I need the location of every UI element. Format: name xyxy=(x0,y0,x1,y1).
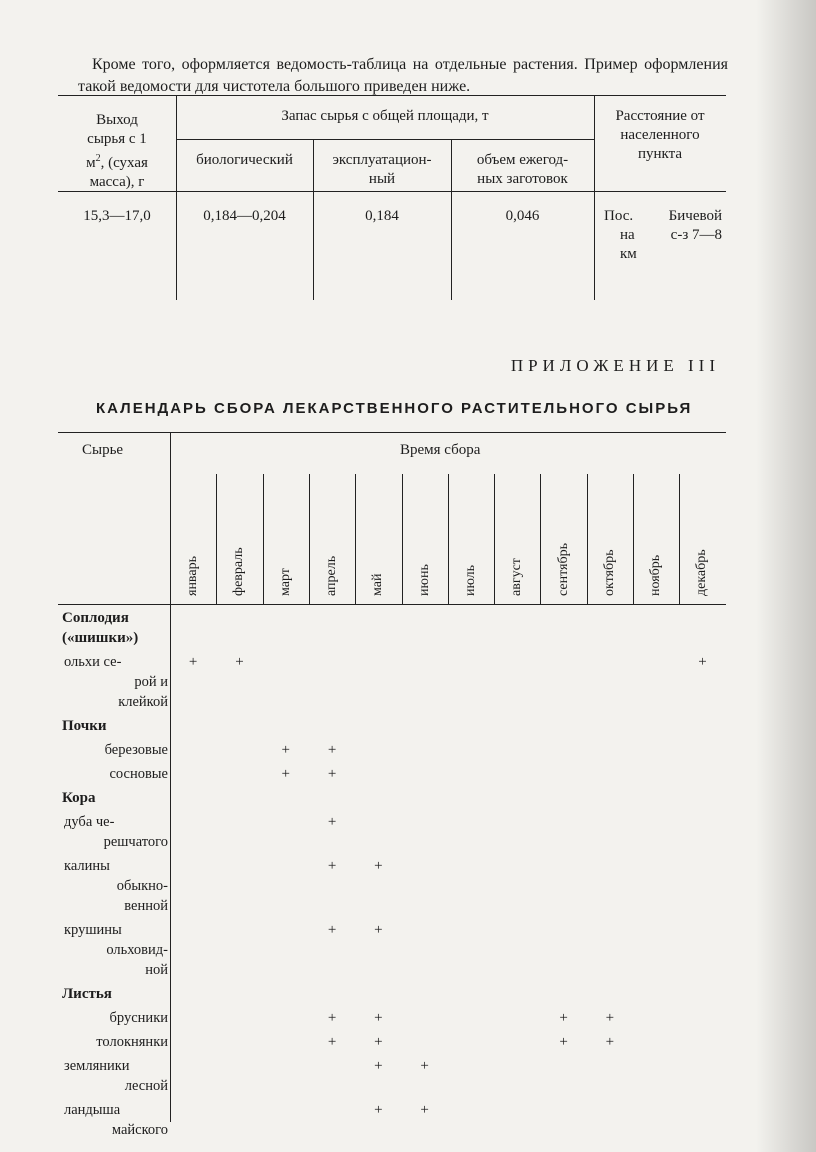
harvest-mark: + xyxy=(374,1102,383,1118)
harvest-mark: + xyxy=(327,858,337,874)
label-line: Почки xyxy=(62,718,107,734)
harvest-mark: + xyxy=(698,654,707,670)
plant-label xyxy=(64,764,168,784)
plant-label xyxy=(64,1032,168,1052)
calendar-title: КАЛЕНДАРЬ СБОРА ЛЕКАРСТВЕННОГО РАСТИТЕЛЬНОГО СЫРЬЯ xyxy=(96,400,693,417)
harvest-time-header: Время сбора xyxy=(400,442,481,458)
annual-volume-value: 0,046 xyxy=(505,208,540,224)
exploitation-header: эксплуатацион- ный xyxy=(332,152,432,187)
table-rule xyxy=(58,432,726,433)
harvest-mark: + xyxy=(327,922,337,938)
harvest-mark: + xyxy=(327,1010,337,1026)
label-line: брусники xyxy=(109,1010,168,1026)
harvest-mark: + xyxy=(420,1102,429,1118)
table-rule xyxy=(402,474,403,604)
page-edge-shadow xyxy=(756,0,816,1152)
harvest-mark: + xyxy=(281,742,290,758)
category-label xyxy=(62,608,166,648)
month-header: июнь xyxy=(416,564,432,596)
harvest-mark: + xyxy=(605,1010,615,1026)
month-header: май xyxy=(370,573,386,596)
label-line: дуба че- xyxy=(64,814,115,830)
stock-group-header: Запас сырья с общей площади, т xyxy=(281,108,489,124)
label-line: калины xyxy=(64,858,110,874)
month-header: август xyxy=(509,558,525,596)
table-rule xyxy=(216,474,217,604)
raw-material-header: Сырье xyxy=(82,442,124,458)
harvest-mark: + xyxy=(559,1010,568,1026)
yield-header: Выход сырья с 1 $м^2$, (сухая масса), г xyxy=(86,112,148,190)
distance-value: Пос. Бичевой на с-з 7—8 км xyxy=(604,208,722,262)
harvest-mark: + xyxy=(235,654,244,670)
table-rule xyxy=(58,604,726,605)
harvest-mark: + xyxy=(281,766,290,782)
label-line: венной xyxy=(124,898,168,914)
plant-label xyxy=(64,856,168,916)
month-header: февраль xyxy=(231,547,247,596)
table-rule xyxy=(170,432,171,1122)
month-header: апрель xyxy=(324,555,340,596)
label-line: клейкой xyxy=(118,694,168,710)
plant-label xyxy=(64,740,168,760)
plant-label xyxy=(64,1100,168,1140)
label-line: крушины xyxy=(64,922,122,938)
label-line: решчатого xyxy=(103,834,168,850)
table-rule xyxy=(309,474,310,604)
table-rule xyxy=(587,474,588,604)
label-line: («шишки») xyxy=(62,630,139,646)
exploitation-value: 0,184 xyxy=(365,208,399,224)
category-label xyxy=(62,984,166,1004)
label-line: ольхи се- xyxy=(64,654,122,670)
harvest-mark: + xyxy=(327,814,337,830)
label-line: Листья xyxy=(62,986,112,1002)
harvest-calendar-table xyxy=(58,432,726,1138)
month-header: март xyxy=(277,568,293,596)
month-header: ноябрь xyxy=(648,554,664,596)
harvest-mark: + xyxy=(420,1058,429,1074)
month-header: январь xyxy=(185,556,201,596)
distance-header: Расстояние от населенного пункта xyxy=(615,108,705,162)
table-rule xyxy=(494,474,495,604)
harvest-mark: + xyxy=(327,766,337,782)
category-label xyxy=(62,788,166,808)
label-line: Кора xyxy=(62,790,96,806)
label-line: ной xyxy=(145,962,168,978)
intro-paragraph: Кроме того, оформляется ведомость-таблица на отдельные растения. Пример оформления такой ведомости для чистотела большого приведен ниже. xyxy=(78,56,728,95)
yield-value: 15,3—17,0 xyxy=(83,208,151,224)
label-line: лесной xyxy=(124,1078,168,1094)
label-line: ландыша xyxy=(64,1102,121,1118)
label-line: обыкно- xyxy=(116,878,168,894)
month-header: декабрь xyxy=(694,549,710,596)
plant-label xyxy=(64,652,168,712)
table-rule xyxy=(540,474,541,604)
appendix-title: ПРИЛОЖЕНИЕ III xyxy=(510,356,720,375)
biological-header: биологический xyxy=(196,152,293,168)
plant-label xyxy=(64,1008,168,1028)
label-line: майского xyxy=(111,1122,168,1138)
label-line: березовые xyxy=(104,742,168,758)
harvest-mark: + xyxy=(374,858,383,874)
label-line: ольховид- xyxy=(106,942,168,958)
label-line: толокнянки xyxy=(96,1034,168,1050)
month-header: октябрь xyxy=(601,549,617,596)
herb-record-table xyxy=(58,95,726,300)
category-label xyxy=(62,716,166,736)
annual-volume-header: объем ежегод- ных заготовок xyxy=(476,152,569,187)
harvest-mark: + xyxy=(374,1010,383,1026)
label-line: земляники xyxy=(64,1058,130,1074)
label-line: сосновые xyxy=(109,766,168,782)
table-rule xyxy=(263,474,264,604)
harvest-mark: + xyxy=(188,654,198,670)
month-header: июль xyxy=(462,565,478,596)
month-header: сентябрь xyxy=(555,543,571,596)
table-rule xyxy=(448,474,449,604)
label-line: Соплодия xyxy=(62,610,129,626)
plant-label xyxy=(64,920,168,980)
harvest-mark: + xyxy=(374,922,383,938)
table-rule xyxy=(355,474,356,604)
harvest-mark: + xyxy=(374,1058,383,1074)
harvest-mark: + xyxy=(605,1034,615,1050)
table-rule xyxy=(58,95,726,96)
label-line: рой и xyxy=(134,674,168,690)
plant-label xyxy=(64,1056,168,1096)
harvest-mark: + xyxy=(327,1034,337,1050)
harvest-mark: + xyxy=(374,1034,383,1050)
table-rule xyxy=(633,474,634,604)
harvest-mark: + xyxy=(559,1034,568,1050)
table-rule xyxy=(176,139,594,140)
harvest-mark: + xyxy=(327,742,337,758)
plant-label xyxy=(64,812,168,852)
table-rule xyxy=(679,474,680,604)
biological-value: 0,184—0,204 xyxy=(203,208,286,224)
